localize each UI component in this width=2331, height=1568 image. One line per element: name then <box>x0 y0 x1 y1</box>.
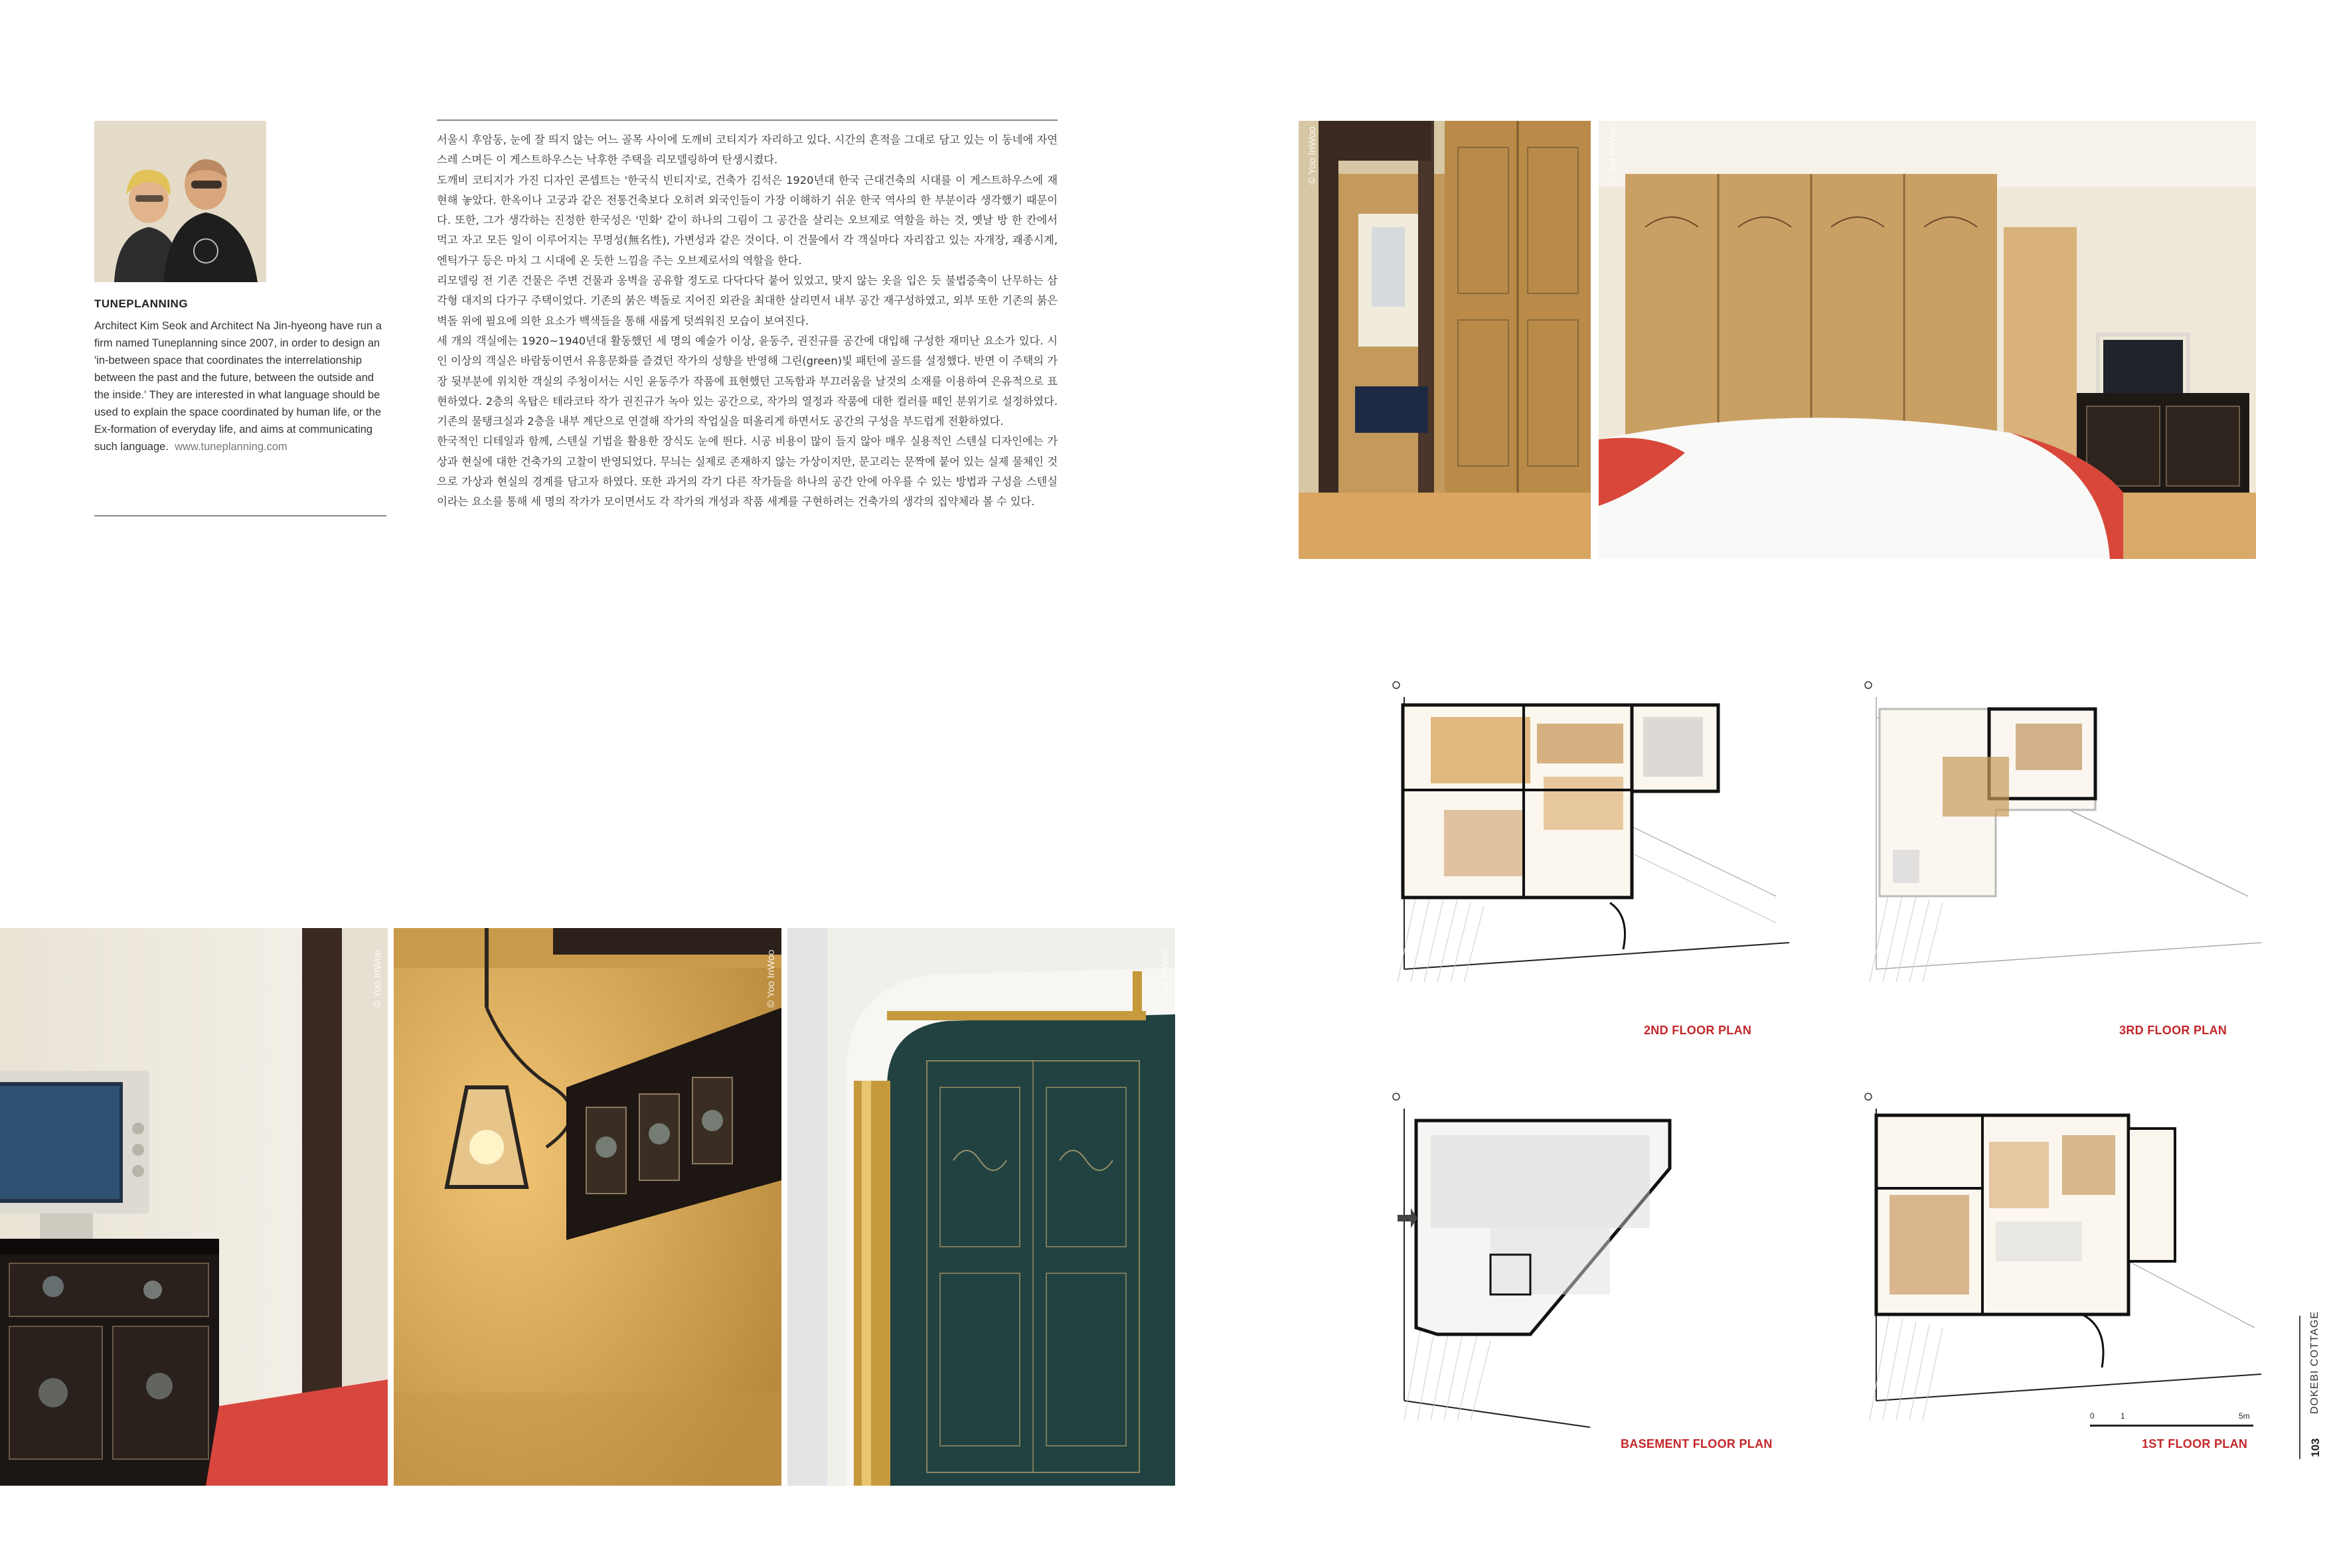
photo-tv-room-illustration <box>0 928 388 1486</box>
architect-divider <box>94 515 386 516</box>
photo-credit: © Yoo InWoo <box>1159 949 1170 1008</box>
photo-tv-room <box>0 928 388 1486</box>
label-1st-floor-plan: 1ST FLOOR PLAN <box>2142 1437 2248 1450</box>
architect-website[interactable]: www.tuneplanning.com <box>175 441 287 453</box>
article-body <box>437 130 1058 512</box>
scale-bar-one: 1 <box>2121 1411 2125 1421</box>
floor-plan-basement <box>1391 1089 1789 1434</box>
architect-bio-text: Architect Kim Seok and Architect Na Jin-hyeong have run a firm named Tuneplanning since 2007, in order to design an 'in-between space that coordinates the interrelationship between the past and the future, between the outside and the inside.' They are interested in what language should be used to explain the space coordinated by human life, or the Ex-formation of everyday life, and aims at communicating such language. <box>94 320 382 453</box>
scale-bar-five: 5m <box>2239 1411 2250 1421</box>
label-basement-floor-plan: BASEMENT FLOOR PLAN <box>1621 1437 1773 1450</box>
photo-credit: © Yoo InWoo <box>765 949 777 1008</box>
scale-bar-line <box>2090 1425 2253 1427</box>
floor-plan-3rd-drawing <box>1863 677 2261 989</box>
architect-portrait <box>94 121 266 282</box>
photo-bedroom-illustration <box>1599 121 2256 559</box>
floor-plan-3rd <box>1863 677 2261 989</box>
photo-credit: © Yoo InWoo <box>1607 126 1618 185</box>
article-paragraph: 리모델링 전 기존 건물은 주변 건물과 옹벽을 공유할 정도로 다닥다닥 붙어 있었고, 맞지 않는 옷을 입은 듯 불법증축이 난무하는 삼각형 대지의 다가구 주택이었다. 기존의 붉은 벽돌로 지어진 외관을 최대한 살리면서 내부 공간 재구성하였고, 외부 또한 기존의 붉은 벽돌 위에 필요에 의한 요소가 백색들을 통해 새롭게 덧씌워진 모습이 보여진다. <box>437 274 1058 327</box>
article-paragraph: 세 개의 객실에는 1920~1940년대 활동했던 세 명의 예술가 이상, 윤동주, 권진규를 공간에 대입해 구성한 재미난 요소가 있다. 시인 이상의 객실은 바람둥이면서 유흥문화를 즐겼던 작가의 성향을 반영해 그린(green)빛 패턴에 골드를 설정했다. 반면 이 주택의 가장 뒷부분에 위치한 객실의 주청이서는 시인 윤동주가 작품에 표현했던 고독함과 부끄러움을 날것의 소재를 이용하여 은유적으로 표현하였다. 2층의 옥탑은 테라코타 작가 권진규가 녹아 있는 공간으로, 작가의 열정과 작품에 대한 컬러를 떼인 분위기로 설정하였다. 기존의 물탱크실과 2층을 내부 계단으로 연결해 작가의 작업실을 떠올리게 하면서도 공간의 구성을 부드럽게 전환하였다. <box>437 334 1058 428</box>
photo-doorway-wardrobe-illustration <box>1299 121 1591 559</box>
floor-plan-1st <box>1863 1089 2261 1434</box>
side-rule <box>2299 1316 2300 1459</box>
article-paragraph: 한국적인 디테일과 함께, 스텐실 기법을 활용한 장식도 눈에 띈다. 시공 비용이 많이 들지 않아 매우 실용적인 스텐실 디자인에는 가상과 현실에 대한 건축가의 고찰이 반영되었다. 무늬는 실제로 존재하지 않는 가상이지만, 문고리는 문짝에 붙어 있는 실제 물체인 것으로 가상과 현실의 경계를 담고자 하였다. 또한 과거의 각기 다른 작가들을 하나의 공간 안에 아우를 수 있는 방법과 구성을 스텐실이라는 요소를 통해 세 명의 작가가 모이면서도 각 작가의 개성과 작품 세계를 구현하려는 건축가의 생각의 집약체라 볼 수 있다. <box>437 435 1058 509</box>
photo-pendant-lamp-illustration <box>394 928 781 1486</box>
label-2nd-floor-plan: 2ND FLOOR PLAN <box>1644 1024 1752 1037</box>
architect-name: TUNEPLANNING <box>94 297 189 310</box>
floor-plan-1st-drawing <box>1863 1089 2261 1434</box>
article-paragraph: 도깨비 코티지가 가진 디자인 콘셉트는 '한국식 빈티지'로, 건축가 김석은 1920년대 한국 근대건축의 시대를 이 게스트하우스에 재현해 놓았다. 한옥이나 고궁과 같은 전통건축보다 오히려 외국인들이 가장 이해하기 쉬운 한국 역사의 한 부분이라 생각했기 때문이다. 또한, 그가 생각하는 진정한 한국성은 '민화' 같이 하나의 그림이 그 공간을 살리는 오브제로 역할을 하는 것, 옛날 방 한 칸에서 먹고 자고 모든 일이 이루어지는 무명성(無名性), 가변성과 같은 것이다. 이 건물에서 각 객실마다 자리잡고 있는 자개장, 괘종시계, 엔틱가구 등은 마치 그 시대에 온 듯한 느낌을 주는 오브제로서의 역할을 한다. <box>437 173 1058 267</box>
photo-credit: © Yoo InWoo <box>372 949 383 1008</box>
floor-plan-basement-drawing <box>1391 1089 1789 1434</box>
running-title: DOKEBI COTTAGE <box>2309 1310 2320 1414</box>
article-paragraph: 서울시 후암동, 눈에 잘 띄지 않는 어느 골목 사이에 도깨비 코티지가 자리하고 있다. 시간의 흔적을 그대로 담고 있는 이 동네에 자연스레 스며든 이 게스트하우스는 낙후한 주택을 리모델링하여 탄생시켰다. <box>437 133 1058 167</box>
scale-bar <box>2090 1411 2253 1431</box>
photo-doorway-wardrobe <box>1299 121 1591 559</box>
photo-bedroom <box>1599 121 2256 559</box>
body-top-rule <box>437 119 1058 121</box>
scale-bar-zero: 0 <box>2090 1411 2095 1421</box>
architect-portrait-illustration <box>94 121 266 282</box>
photo-stencil-door-illustration <box>787 928 1175 1486</box>
photo-credit: © Yoo InWoo <box>1307 126 1318 185</box>
label-3rd-floor-plan: 3RD FLOOR PLAN <box>2119 1024 2227 1037</box>
page-number: 103 <box>2309 1438 2322 1457</box>
architect-bio <box>94 317 386 455</box>
photo-pendant-lamp <box>394 928 781 1486</box>
floor-plan-2nd <box>1391 677 1789 989</box>
photo-stencil-door <box>787 928 1175 1486</box>
floor-plan-2nd-drawing <box>1391 677 1789 989</box>
